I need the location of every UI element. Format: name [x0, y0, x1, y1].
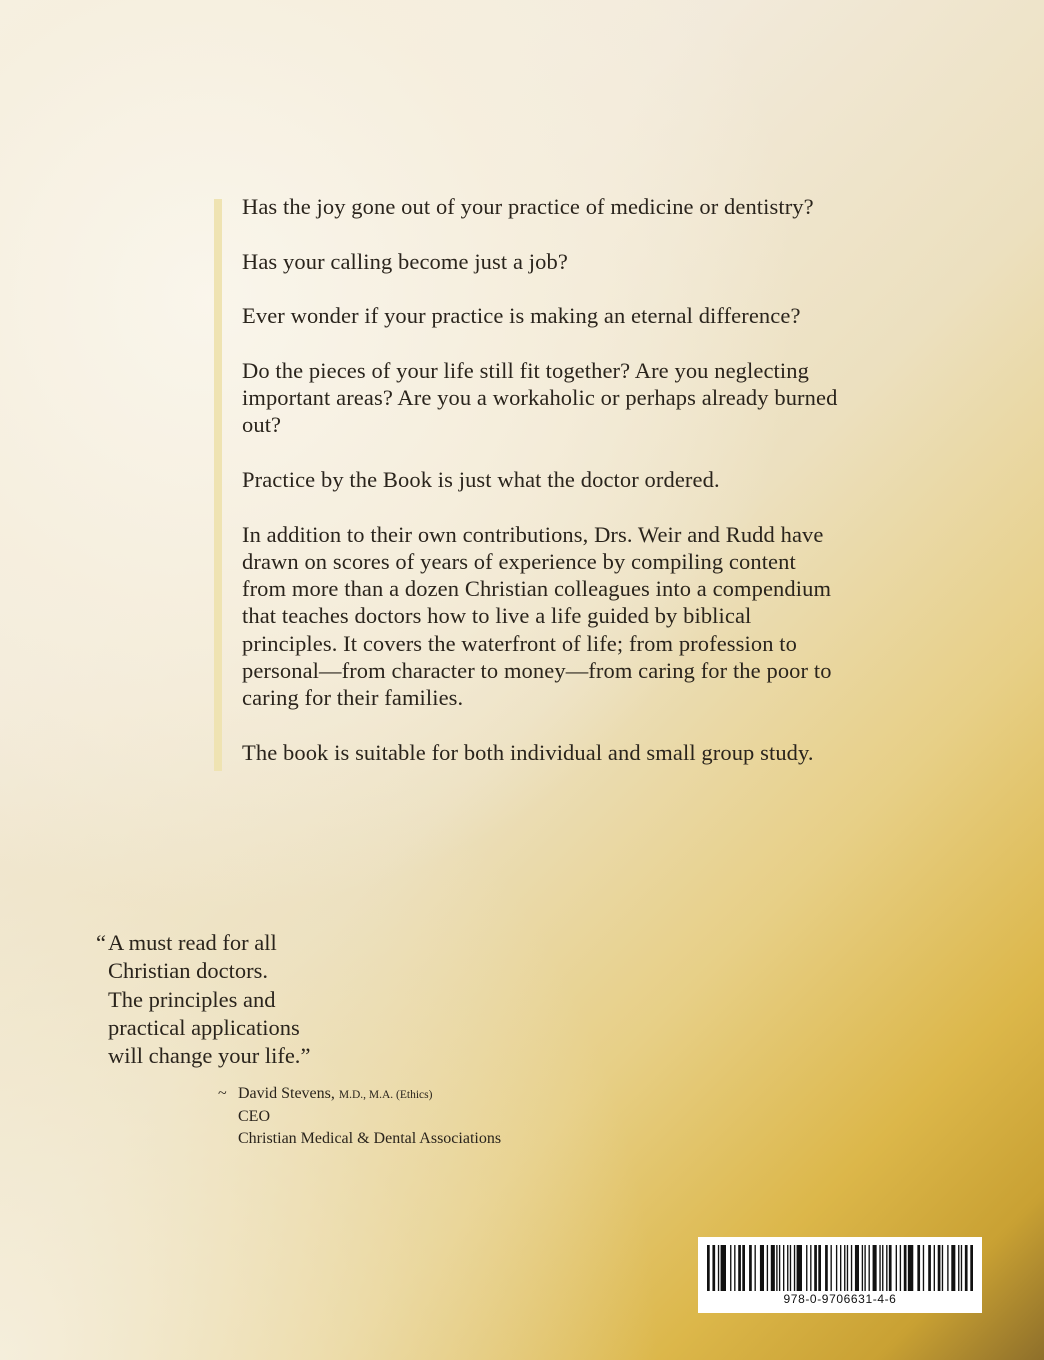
barcode-bar: [889, 1245, 892, 1291]
close-quote-mark: ”: [300, 1043, 311, 1069]
barcode-bar: [951, 1245, 955, 1291]
barcode-bar: [814, 1245, 817, 1291]
barcode-bar: [718, 1245, 719, 1291]
barcode-bar: [958, 1245, 959, 1291]
barcode-bars: [707, 1245, 973, 1291]
barcode-bar: [864, 1245, 865, 1291]
quote-line-5: will change your life.”: [108, 1043, 311, 1069]
endorsement-quote: [96, 929, 356, 1070]
isbn-number: 978-0-9706631-4-6: [783, 1292, 897, 1306]
copy-paragraph-study: The book is suitable for both individual and small group study.: [242, 739, 814, 765]
endorser-credentials: M.D., M.A. (Ethics): [338, 1089, 433, 1101]
barcode-bar: [783, 1245, 784, 1291]
barcode-bar: [900, 1245, 901, 1291]
barcode-bar: [928, 1245, 931, 1291]
barcode-bar: [730, 1245, 731, 1291]
quote-line-2: Christian doctors.: [108, 958, 268, 984]
barcode-bar: [794, 1245, 795, 1291]
barcode-bar: [904, 1245, 907, 1291]
barcode-bar: [825, 1245, 828, 1291]
barcode-bar: [836, 1245, 837, 1291]
barcode-bar: [787, 1245, 788, 1291]
barcode-bar: [776, 1245, 777, 1291]
accent-bar: [214, 199, 222, 771]
barcode-bar: [840, 1245, 841, 1291]
isbn-barcode: [698, 1237, 982, 1313]
quote-line-3: The principles and: [108, 986, 276, 1012]
quote-line-1: “A must read for all: [96, 929, 356, 957]
barcode-bar: [970, 1245, 973, 1291]
barcode-bar: [896, 1245, 897, 1291]
barcode-bar: [908, 1245, 913, 1291]
barcode-bar: [851, 1245, 852, 1291]
barcode-bar: [749, 1245, 752, 1291]
barcode-bar: [818, 1245, 821, 1291]
attribution-name-line: [218, 1083, 501, 1106]
barcode-bar: [712, 1245, 715, 1291]
barcode-bar: [855, 1245, 859, 1291]
barcode-bar: [938, 1245, 941, 1291]
barcode-bar: [847, 1245, 848, 1291]
endorsement-attribution: [218, 1083, 501, 1150]
barcode-bar: [844, 1245, 845, 1291]
barcode-bar: [879, 1245, 880, 1291]
barcode-bar: [721, 1245, 726, 1291]
barcode-bar: [965, 1245, 968, 1291]
copy-paragraph-eternal: Ever wonder if your practice is making an eternal difference?: [242, 303, 801, 329]
copy-paragraph-ordered: Practice by the Book is just what the doctor ordered.: [242, 466, 720, 492]
barcode-bar: [734, 1245, 735, 1291]
quote-line-4: practical applications: [108, 1014, 300, 1040]
copy-paragraph-joy: Has the joy gone out of your practice of medicine or dentistry?: [242, 194, 814, 219]
barcode-bar: [934, 1245, 935, 1291]
endorser-name: David Stevens,: [238, 1085, 335, 1102]
barcode-bar: [961, 1245, 962, 1291]
barcode-bar: [810, 1245, 811, 1291]
barcode-bar: [831, 1245, 832, 1291]
back-cover-copy: [242, 193, 842, 794]
barcode-bar: [760, 1245, 764, 1291]
tilde-mark: ~: [218, 1085, 227, 1102]
barcode-bar: [917, 1245, 920, 1291]
barcode-bar: [755, 1245, 756, 1291]
barcode-bar: [742, 1245, 745, 1291]
barcode-bar: [947, 1245, 948, 1291]
barcode-bar: [767, 1245, 768, 1291]
barcode-bar: [771, 1245, 775, 1291]
barcode-bar: [779, 1245, 780, 1291]
copy-paragraph-calling: Has your calling become just a job?: [242, 248, 568, 274]
copy-paragraph-contributions: In addition to their own contributions, Drs. Weir and Rudd have drawn on scores of years of experience by compiling content from more than a dozen Christian colleagues into a compendium that teaches doctors how to live a life guided by biblical principles. It covers the waterfront of life; from profession to personal—from character to money—from caring for the poor to caring for their families.: [242, 521, 832, 711]
barcode-bar: [942, 1245, 943, 1291]
barcode-bar: [873, 1245, 877, 1291]
barcode-bar: [806, 1245, 807, 1291]
barcode-bar: [862, 1245, 863, 1291]
endorser-title: CEO: [238, 1108, 270, 1125]
copy-paragraph-pieces: Do the pieces of your life still fit together? Are you neglecting important areas? Are you a workaholic or perhaps already burned out?: [242, 357, 838, 438]
open-quote-mark: “: [96, 930, 106, 955]
barcode-bar: [923, 1245, 924, 1291]
endorser-organization: Christian Medical & Dental Associations: [238, 1130, 502, 1147]
barcode-bar: [886, 1245, 887, 1291]
barcode-bar: [869, 1245, 870, 1291]
barcode-bar: [790, 1245, 791, 1291]
barcode-bar: [707, 1245, 710, 1291]
barcode-bar: [882, 1245, 883, 1291]
barcode-bar: [738, 1245, 741, 1291]
barcode-bar: [797, 1245, 802, 1291]
